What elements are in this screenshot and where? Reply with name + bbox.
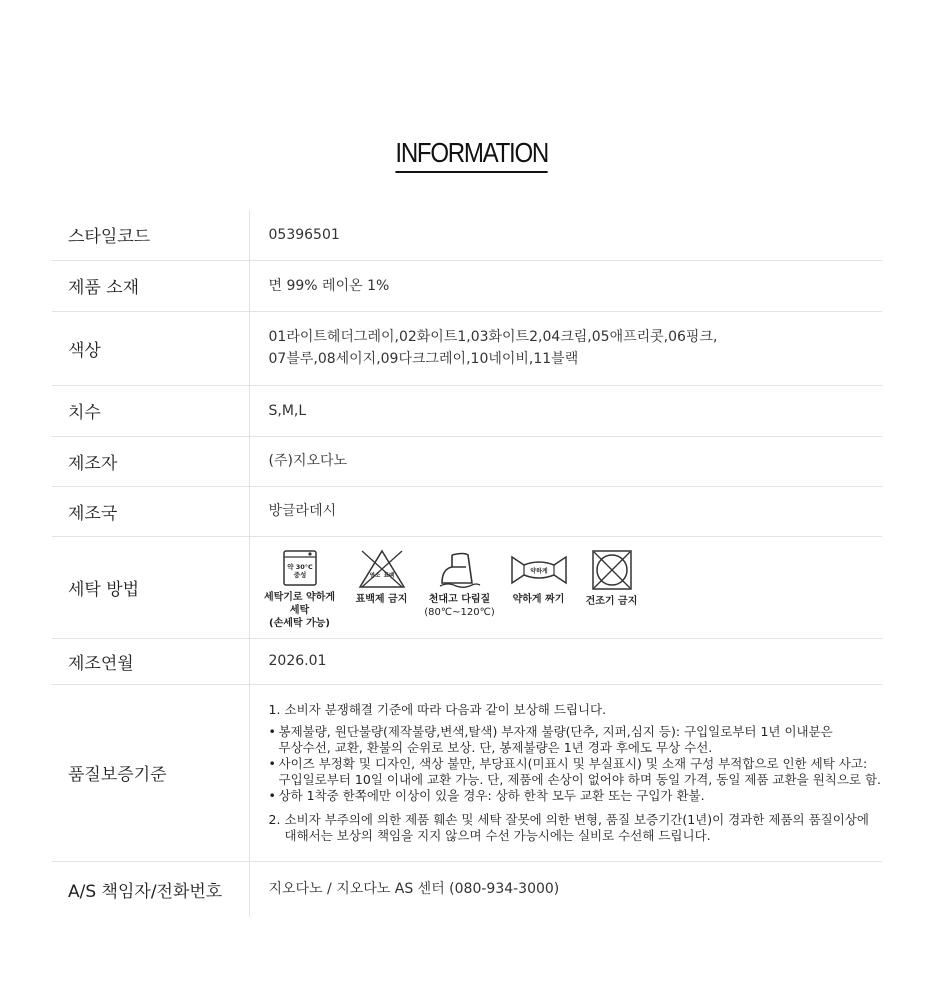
table-row-size: [52, 385, 882, 436]
item-text: 소비자 분쟁해결 기준에 따라 다음과 같이 보상해 드립니다.: [284, 701, 607, 717]
table-row-style-code: [52, 210, 882, 260]
table-row-color: [52, 311, 882, 385]
quality-item-1: [269, 702, 883, 718]
wash-caption: 세탁기로 약하게 세탁: [263, 591, 336, 616]
quality-bullets: [269, 724, 883, 804]
bullet-item: [269, 788, 883, 804]
bullet-item: [269, 724, 883, 756]
bullet-item: [269, 756, 883, 788]
wash-caption: 약하게 짜기: [512, 593, 565, 605]
row-label: 제조국: [52, 486, 249, 536]
wash-caption: 천대고 다림질: [428, 593, 491, 605]
wash-item: [346, 549, 418, 606]
row-value: 05396501: [249, 210, 882, 260]
row-value: [249, 311, 882, 385]
bullet-line: 사이즈 부정확 및 디자인, 색상 불만, 부당표시(미표시 및 부실표시) 및 소재 구성 부적합으로 인한 세탁 사고:: [278, 755, 868, 771]
table-row-material: [52, 260, 882, 311]
wash-icons: [263, 545, 883, 630]
color-line-2: 07블루,08세이지,09다크그레이,10네이비,11블랙: [268, 351, 579, 367]
bullet-line: 구입일로부터 10일 이내에 교환 가능. 단, 제품에 손상이 없어야 하며 동일 가격, 동일 제품 교환을 원칙으로 함.: [278, 771, 882, 787]
table-row-maker: [52, 436, 882, 486]
wash-item: [580, 549, 644, 608]
wash-inner-temp: 약 30°C: [286, 562, 313, 571]
color-line-1: 01라이트헤더그레이,02화이트1,03화이트2,04크림,05애프리콧,06핑크,: [268, 329, 718, 345]
row-label: 제조자: [52, 436, 249, 486]
bullet-dot: •: [268, 723, 276, 739]
item-text: 대해서는 보상의 책임을 지지 않으며 수선 가능시에는 실비로 수선해 드립니다.: [284, 827, 711, 843]
wash-30c-gentle-icon: [282, 549, 318, 587]
row-label: 품질보증기준: [52, 684, 249, 861]
row-label: 스타일코드: [52, 210, 249, 260]
no-tumble-dry-icon: [591, 549, 633, 591]
row-value: 방글라데시: [249, 486, 882, 536]
item-text: 소비자 부주의에 의한 제품 훼손 및 세탁 잘못에 의한 변형, 품질 보증기간(1년)이 경과한 제품의 품질이상에: [284, 811, 869, 827]
row-label: 세탁 방법: [52, 536, 249, 638]
row-label: 치수: [52, 385, 249, 436]
no-bleach-icon: [358, 549, 406, 589]
bullet-line: 봉제불량, 원단불량(제작불량,변색,탈색) 부자재 불량(단추, 지퍼,심지 등): 구입일로부터 1년 이내분은: [278, 723, 833, 739]
row-label: 색상: [52, 311, 249, 385]
bullet-dot: •: [268, 755, 276, 771]
table-row-wash: [52, 536, 882, 638]
row-value: 지오다노 / 지오다노 AS 센터 (080-934-3000): [268, 881, 560, 898]
wash-caption: 건조기 금지: [585, 595, 638, 607]
quality-list: [269, 694, 883, 852]
row-value: 면 99% 레이온 1%: [249, 260, 882, 311]
row-label: A/S 책임자/전화번호: [52, 861, 249, 917]
wash-caption-sub: (80℃~120℃): [424, 606, 495, 618]
row-value: (주)지오다노: [249, 436, 882, 486]
wring-inner: 약하게: [529, 567, 548, 575]
wash-item: [264, 549, 336, 630]
row-value: [249, 684, 882, 861]
row-value: 2026.01: [249, 638, 882, 684]
quality-item-2: [269, 812, 883, 844]
information-table: [52, 210, 882, 917]
wash-item: [504, 549, 574, 606]
row-label: 제조연월: [52, 638, 249, 684]
bleach-inner-1: 염소: [369, 572, 380, 579]
bleach-inner-2: 표백: [383, 572, 394, 579]
table-row-as: [52, 861, 882, 917]
wash-caption: 표백제 금지: [355, 593, 408, 605]
item-number: 1.: [268, 701, 281, 717]
row-value: S,M,L: [249, 385, 882, 436]
bullet-line: 무상수선, 교환, 환불의 순위로 보상. 단, 봉제불량은 1년 경과 후에도 무상 수선.: [278, 739, 713, 755]
table-row-quality: [52, 684, 882, 861]
item-number: 2.: [268, 811, 281, 827]
gentle-wring-icon: [510, 549, 568, 589]
wash-item: [420, 549, 500, 619]
wash-inner-neutral: 중성: [293, 570, 306, 579]
row-value: [249, 536, 882, 638]
page-title: INFORMATION: [395, 136, 548, 173]
table-row-country: [52, 486, 882, 536]
bullet-dot: •: [268, 787, 276, 803]
wash-caption-sub: (손세탁 가능): [269, 617, 330, 629]
bullet-line: 상하 1착중 한쪽에만 이상이 있을 경우: 상하 한착 모두 교환 또는 구입가 환불.: [278, 787, 705, 803]
table-row-date: [52, 638, 882, 684]
iron-cloth-icon: [438, 549, 482, 589]
row-label: 제품 소재: [52, 260, 249, 311]
